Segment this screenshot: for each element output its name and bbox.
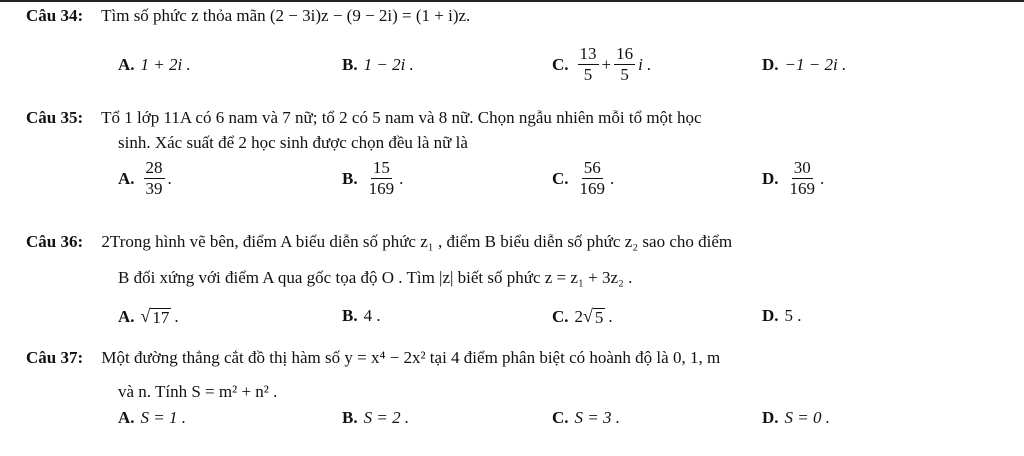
option-value: 1 + 2i .	[140, 55, 191, 74]
option-value: S = 1 .	[140, 408, 187, 427]
option-letter: C.	[552, 408, 569, 427]
option-d[interactable]	[762, 306, 802, 326]
option-d[interactable]	[762, 408, 830, 428]
fraction	[614, 44, 635, 85]
question-37	[26, 346, 1004, 370]
question-text-line1: Tổ 1 lớp 11A có 6 nam và 7 nữ; tổ 2 có 5 nam và 8 nữ. Chọn ngẫu nhiên mỗi tổ một học	[101, 108, 702, 127]
radicand: 17	[152, 308, 170, 327]
period: .	[610, 168, 615, 188]
option-c[interactable]	[552, 306, 613, 327]
option-letter: B.	[342, 306, 358, 325]
question-label: Câu 37:	[26, 348, 84, 367]
option-b[interactable]	[342, 306, 381, 326]
denominator: 5	[583, 65, 593, 84]
top-border-line	[0, 0, 1024, 2]
fraction	[144, 158, 165, 199]
option-letter: C.	[552, 306, 569, 326]
question-35	[26, 106, 1004, 130]
radical-sign: √	[583, 306, 593, 326]
option-value: −1 − 2i .	[784, 55, 847, 74]
option-value: S = 2 .	[363, 408, 410, 427]
fraction	[578, 158, 608, 199]
option-letter: A.	[118, 408, 135, 427]
option-letter: C.	[552, 54, 569, 74]
option-b[interactable]	[342, 158, 403, 199]
option-d[interactable]	[762, 55, 846, 75]
square-root	[141, 306, 172, 327]
question-label: Câu 34:	[26, 6, 84, 25]
numerator: 15	[372, 158, 390, 177]
option-a[interactable]	[118, 55, 191, 75]
option-letter: D.	[762, 168, 779, 188]
question-text: Tìm số phức z thỏa mãn (2 − 3i)z − (9 − 2i) = (1 + i)z.	[101, 6, 471, 25]
coefficient: 2	[574, 306, 584, 326]
period: .	[399, 168, 404, 188]
option-letter: B.	[342, 55, 358, 74]
question-text-line2: sinh. Xác suất để 2 học sinh được chọn đều là nữ là	[118, 133, 468, 152]
option-tail: .	[174, 306, 179, 326]
denominator: 169	[579, 179, 606, 198]
question-text-line1: 2Trong hình vẽ bên, điểm A biểu diễn số phức z₁ , điểm B biểu diễn số phức z₂ sao cho điểm	[101, 232, 733, 251]
option-value: 1 − 2i .	[363, 55, 414, 74]
fraction	[788, 158, 818, 199]
option-tail: i .	[638, 54, 652, 74]
radical-sign: √	[140, 306, 151, 326]
denominator: 5	[620, 65, 629, 84]
option-letter: A.	[118, 55, 135, 74]
option-value: 4 .	[363, 306, 381, 325]
numerator: 16	[616, 44, 634, 63]
question-34	[26, 4, 1004, 28]
question-36	[26, 230, 1004, 254]
option-letter: B.	[342, 408, 358, 427]
option-letter: D.	[762, 55, 779, 74]
question-text-line2: và n. Tính S = m² + n² .	[118, 382, 278, 401]
option-letter: D.	[762, 408, 779, 427]
option-c[interactable]	[552, 158, 614, 199]
numerator: 30	[793, 158, 811, 177]
option-letter: B.	[342, 168, 358, 188]
period: .	[820, 168, 825, 188]
option-letter: A.	[118, 306, 135, 326]
denominator: 39	[145, 179, 163, 198]
option-tail: .	[608, 306, 613, 326]
numerator: 28	[145, 158, 163, 177]
option-letter: C.	[552, 168, 569, 188]
option-b[interactable]	[342, 408, 409, 428]
plus-sign: +	[601, 54, 612, 74]
fraction	[367, 158, 397, 199]
option-value: 5 .	[784, 306, 802, 325]
option-value: S = 3 .	[574, 408, 621, 427]
option-a[interactable]	[118, 408, 186, 428]
question-label: Câu 35:	[26, 108, 84, 127]
option-a[interactable]	[118, 158, 172, 199]
question-text-line2: B đối xứng với điểm A qua gốc tọa độ O . Tìm |z| biết số phức z = z₁ + 3z₂ .	[118, 268, 633, 287]
option-letter: D.	[762, 306, 779, 325]
radicand: 5	[594, 308, 604, 327]
option-c[interactable]	[552, 408, 620, 428]
period: .	[167, 168, 172, 188]
option-a[interactable]	[118, 306, 179, 327]
fraction	[578, 44, 599, 85]
question-text-line1: Một đường thẳng cắt đồ thị hàm số y = x⁴ − 2x² tại 4 điểm phân biệt có hoành độ là 0, 1, m	[101, 348, 721, 367]
option-letter: A.	[118, 168, 135, 188]
square-root	[583, 306, 605, 327]
option-d[interactable]	[762, 158, 824, 199]
option-c[interactable]	[552, 44, 651, 85]
question-label: Câu 36:	[26, 232, 84, 251]
denominator: 169	[789, 179, 816, 198]
numerator: 13	[579, 44, 597, 63]
denominator: 169	[368, 179, 395, 198]
option-b[interactable]	[342, 55, 414, 75]
numerator: 56	[583, 158, 601, 177]
option-value: S = 0 .	[784, 408, 831, 427]
